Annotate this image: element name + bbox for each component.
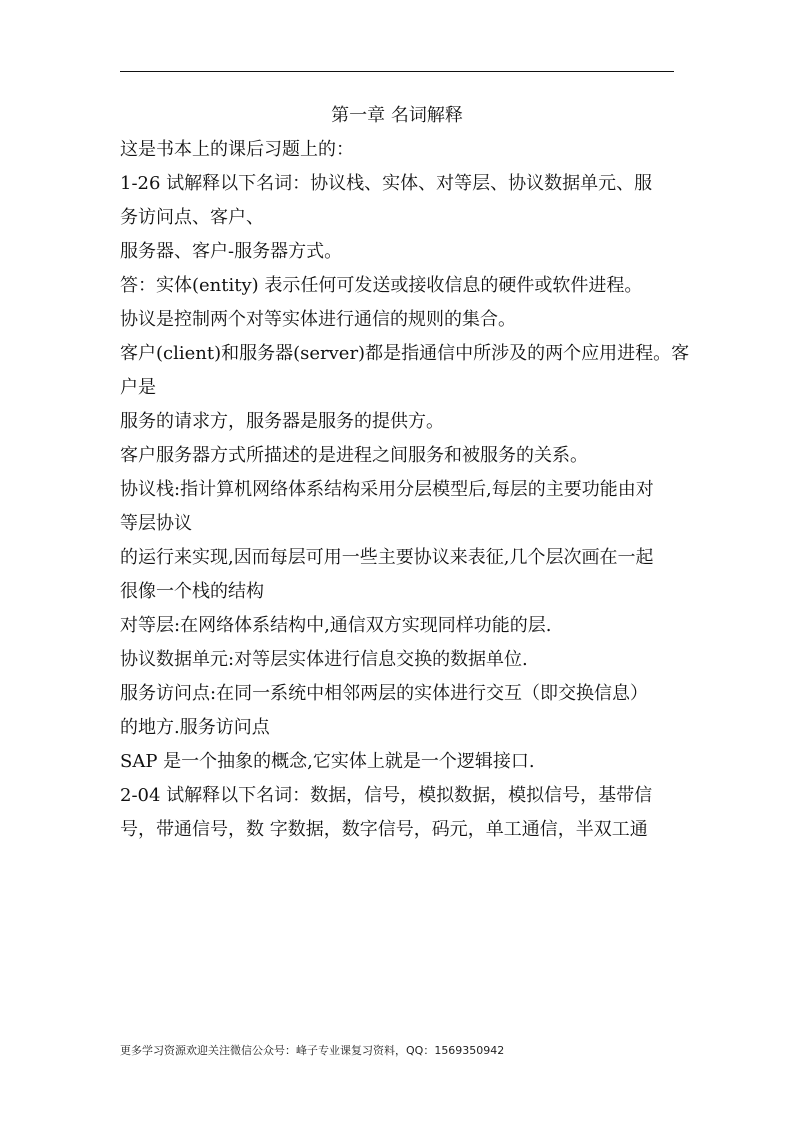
text-line: 户是 (120, 377, 156, 398)
text-line: SAP 是一个抽象的概念,它实体上就是一个逻辑接口. (120, 751, 535, 772)
text-line: 协议是控制两个对等实体进行通信的规则的集合。 (120, 309, 516, 330)
text-line: 客户(client)和服务器(server)都是指通信中所涉及的两个应用进程。客 (120, 343, 690, 364)
text-line: 对等层:在网络体系结构中,通信双方实现同样功能的层. (120, 615, 552, 636)
text-line: 2-04 试解释以下名词：数据，信号，模拟数据，模拟信号，基带信 (120, 785, 653, 806)
text-line: 服务访问点:在同一系统中相邻两层的实体进行交互（即交换信息） (120, 683, 649, 704)
text-line: 的运行来实现,因而每层可用一些主要协议来表征,几个层次画在一起 (120, 547, 654, 568)
text-line: 答：实体(entity) 表示任何可发送或接收信息的硬件或软件进程。 (120, 275, 643, 296)
text-line: 的地方.服务访问点 (120, 717, 270, 738)
header-rule (120, 71, 674, 72)
text-line: 客户服务器方式所描述的是进程之间服务和被服务的关系。 (120, 445, 588, 466)
text-line: 务访问点、客户、 (120, 207, 264, 228)
text-line: 1-26 试解释以下名词：协议栈、实体、对等层、协议数据单元、服 (120, 173, 653, 194)
text-line: 协议数据单元:对等层实体进行信息交换的数据单位. (120, 649, 528, 670)
document-body (120, 99, 690, 847)
text-line: 这是书本上的课后习题上的： (120, 139, 354, 160)
text-line: 服务器、客户-服务器方式。 (120, 241, 343, 262)
text-line: 等层协议 (120, 513, 192, 534)
text-line: 协议栈:指计算机网络体系结构采用分层模型后,每层的主要功能由对 (120, 479, 654, 500)
page-footer: 更多学习资源欢迎关注微信公众号：峰子专业课复习资料，QQ：1569350942 (120, 1044, 505, 1057)
text-line: 服务的请求方，服务器是服务的提供方。 (120, 411, 444, 432)
text-line: 很像一个栈的结构 (120, 581, 264, 602)
text-line: 号，带通信号，数 字数据，数字信号，码元，单工通信，半双工通 (120, 819, 648, 840)
chapter-title: 第一章 名词解释 (331, 105, 463, 126)
